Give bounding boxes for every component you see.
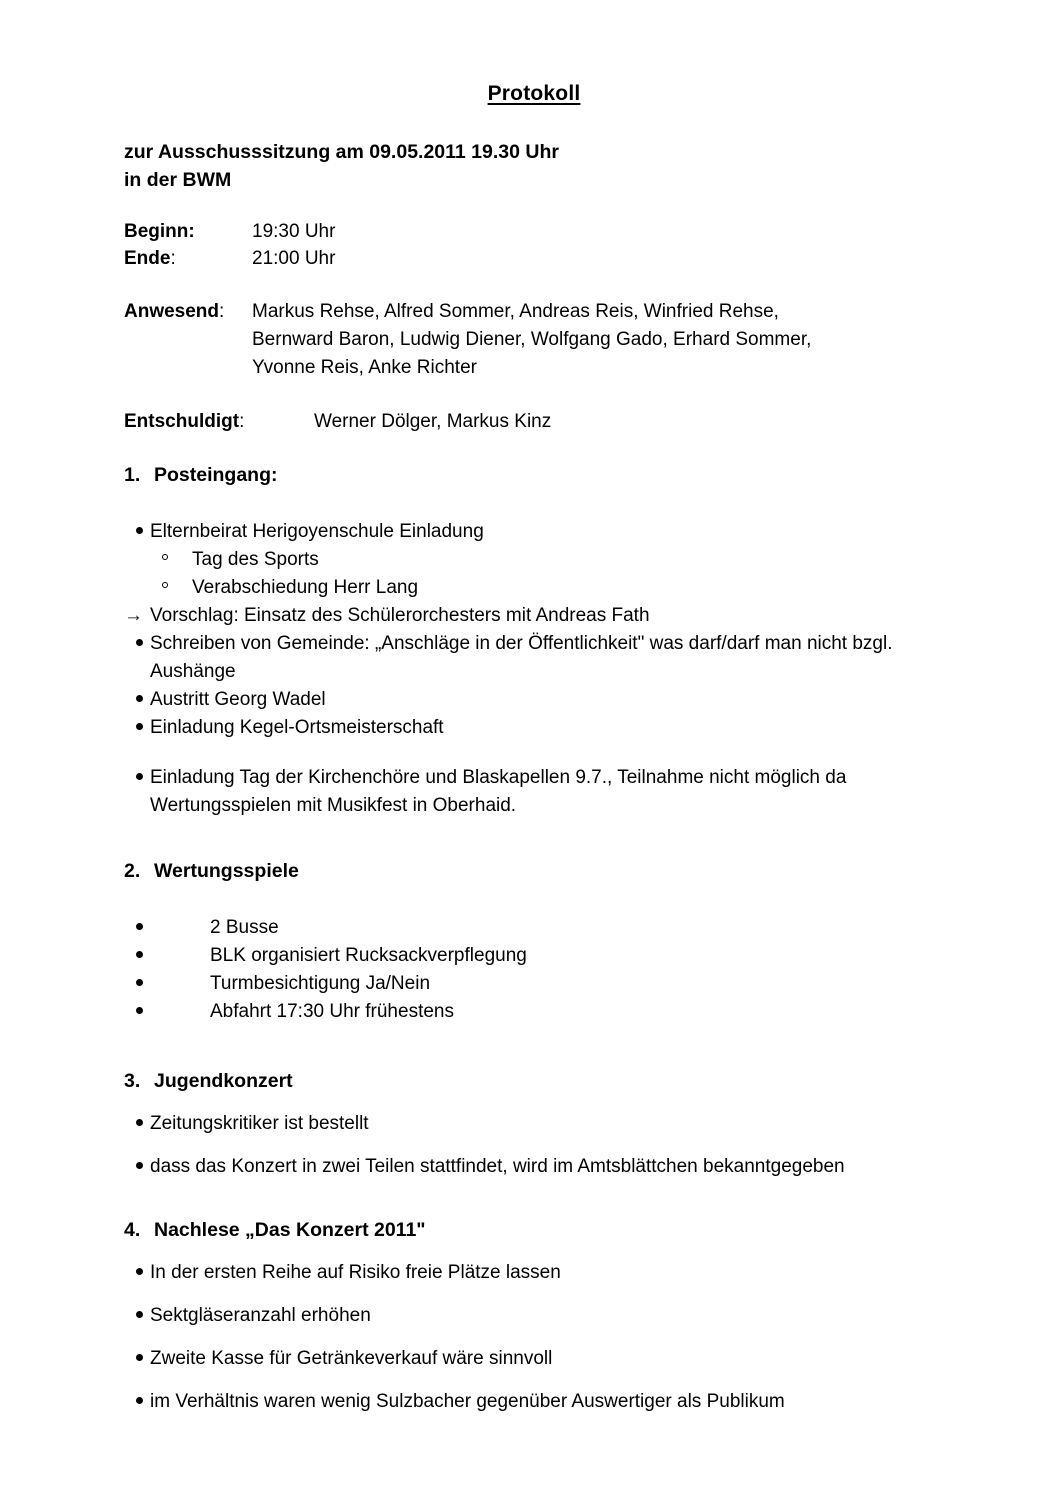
list-item-text: Sektgläseranzahl erhöhen [150,1305,371,1326]
page-title [124,82,944,106]
list-item-text: Zeitungskritiker ist bestellt [150,1113,369,1134]
begin-label [124,218,252,245]
document-body [124,0,944,1431]
bullet-dot-icon [124,1388,150,1416]
bullet-circle-icon [162,574,192,602]
excused-row [124,408,944,436]
attendees-label-colon: : [219,301,225,322]
bullet-dot-icon [124,970,210,998]
bullet-dot-icon [124,1110,150,1138]
list-item [124,998,944,1026]
list-item-text: Turmbesichtigung Ja/Nein [210,973,431,994]
page-title-text: Protokoll [487,82,581,105]
section-2-title: Wertungsspiele [154,860,299,882]
attendees-line-3: Yvonne Reis, Anke Richter [252,357,477,378]
meeting-times [124,218,944,272]
list-item [124,970,944,998]
end-label-colon: : [170,248,176,269]
list-item [124,1110,944,1138]
section-4-heading [124,1217,944,1243]
list-item [124,942,944,970]
excused-names: Werner Dölger, Markus Kinz [314,411,552,432]
section-3-list [124,1110,944,1181]
list-item-text: Austritt Georg Wadel [150,689,326,710]
arrow-right-icon: → [124,605,143,626]
list-item-text: Tag des Sports [192,549,319,570]
bullet-dot-icon [124,1302,150,1330]
list-item-text: Abfahrt 17:30 Uhr frühestens [210,1001,454,1022]
attendees-names [252,298,944,382]
attendees-label [124,298,252,326]
list-item [124,518,944,546]
section-3-title: Jugendkonzert [154,1070,293,1092]
spacer [124,742,944,764]
list-item [124,574,944,602]
attendees-row [124,298,944,382]
list-item-arrow [124,602,944,630]
section-1-number: 1. [124,464,141,486]
section-2-number: 2. [124,860,141,882]
section-nachlese [124,1217,944,1416]
section-4-number: 4. [124,1219,141,1241]
list-item-text: Schreiben von Gemeinde: „Anschläge in der Öffentlichkeit" was darf/darf man nicht bzgl. Aushänge [150,633,893,682]
bullet-dot-icon [124,1153,150,1181]
section-1-heading [124,462,944,488]
section-3-number: 3. [124,1070,141,1092]
list-item [124,1302,944,1330]
bullet-circle-icon [162,546,192,574]
begin-label-colon: : [188,221,195,242]
begin-time-row [124,218,944,245]
list-item-text: dass das Konzert in zwei Teilen stattfindet, wird im Amtsblättchen bekanntgegeben [150,1156,845,1177]
list-item-text: Zweite Kasse für Getränkeverkauf wäre sinnvoll [150,1348,553,1369]
list-item [124,1388,944,1416]
excused-label-colon: : [239,411,245,432]
section-4-list [124,1259,944,1416]
spacer [124,900,944,914]
section-jugendkonzert [124,1068,944,1181]
section-2-list [124,900,944,1026]
begin-value: 19:30 Uhr [252,221,336,242]
document-subtitle [124,138,944,194]
list-item [124,1259,944,1287]
bullet-dot-icon [124,630,150,658]
spacer [124,504,944,518]
end-label [124,245,252,272]
attendees-block [124,298,944,382]
subtitle-line-1: zur Ausschusssitzung am 09.05.2011 19.30 Uhr [124,141,559,163]
section-1-title: Posteingang: [154,464,278,486]
section-1-list [124,504,944,820]
bullet-dot-icon [124,998,210,1026]
list-item [124,914,944,942]
list-item-text: Vorschlag: Einsatz des Schülerorchesters mit Andreas Fath [150,605,650,626]
bullet-dot-icon [124,518,150,546]
list-item-text: Verabschiedung Herr Lang [192,577,419,598]
attendees-line-2: Bernward Baron, Ludwig Diener, Wolfgang Gado, Erhard Sommer, [252,329,812,350]
excused-block [124,408,944,436]
list-item [124,1153,944,1181]
list-item [124,1345,944,1373]
list-item-text: Einladung Kegel-Ortsmeisterschaft [150,717,444,738]
begin-label-text: Beginn [124,221,189,242]
attendees-label-text: Anwesend [124,301,220,322]
section-4-title: Nachlese „Das Konzert 2011" [154,1219,426,1241]
bullet-dot-icon [124,914,210,942]
bullet-dot-icon [124,1345,150,1373]
list-item-text: In der ersten Reihe auf Risiko freie Plätze lassen [150,1262,561,1283]
excused-label-text: Entschuldigt [124,411,240,432]
list-item [124,764,944,820]
bullet-dot-icon [124,1259,150,1287]
list-item-text: BLK organisiert Rucksackverpflegung [210,945,527,966]
subtitle-line-2: in der BWM [124,169,232,191]
end-value: 21:00 Uhr [252,248,336,269]
end-label-text: Ende [124,248,171,269]
section-2-heading [124,858,944,884]
list-item [124,686,944,714]
list-item [124,714,944,742]
attendees-line-1: Markus Rehse, Alfred Sommer, Andreas Reis, Winfried Rehse, [252,301,779,322]
section-3-heading [124,1068,944,1094]
end-time-row [124,245,944,272]
bullet-dot-icon [124,714,150,742]
list-item-text: 2 Busse [210,917,279,938]
bullet-dot-icon [124,764,150,792]
section-posteingang [124,462,944,820]
list-item-text: Elternbeirat Herigoyenschule Einladung [150,521,484,542]
bullet-dot-icon [124,942,210,970]
list-item-text: Einladung Tag der Kirchenchöre und Blaskapellen 9.7., Teilnahme nicht möglich da Wertungsspielen mit Musikfest in Oberhaid. [150,767,847,816]
list-item-text: im Verhältnis waren wenig Sulzbacher gegenüber Auswertiger als Publikum [150,1391,785,1412]
list-item [124,630,944,686]
bullet-dot-icon [124,686,150,714]
section-wertungsspiele [124,858,944,1026]
list-item [124,546,944,574]
excused-label [124,408,314,436]
